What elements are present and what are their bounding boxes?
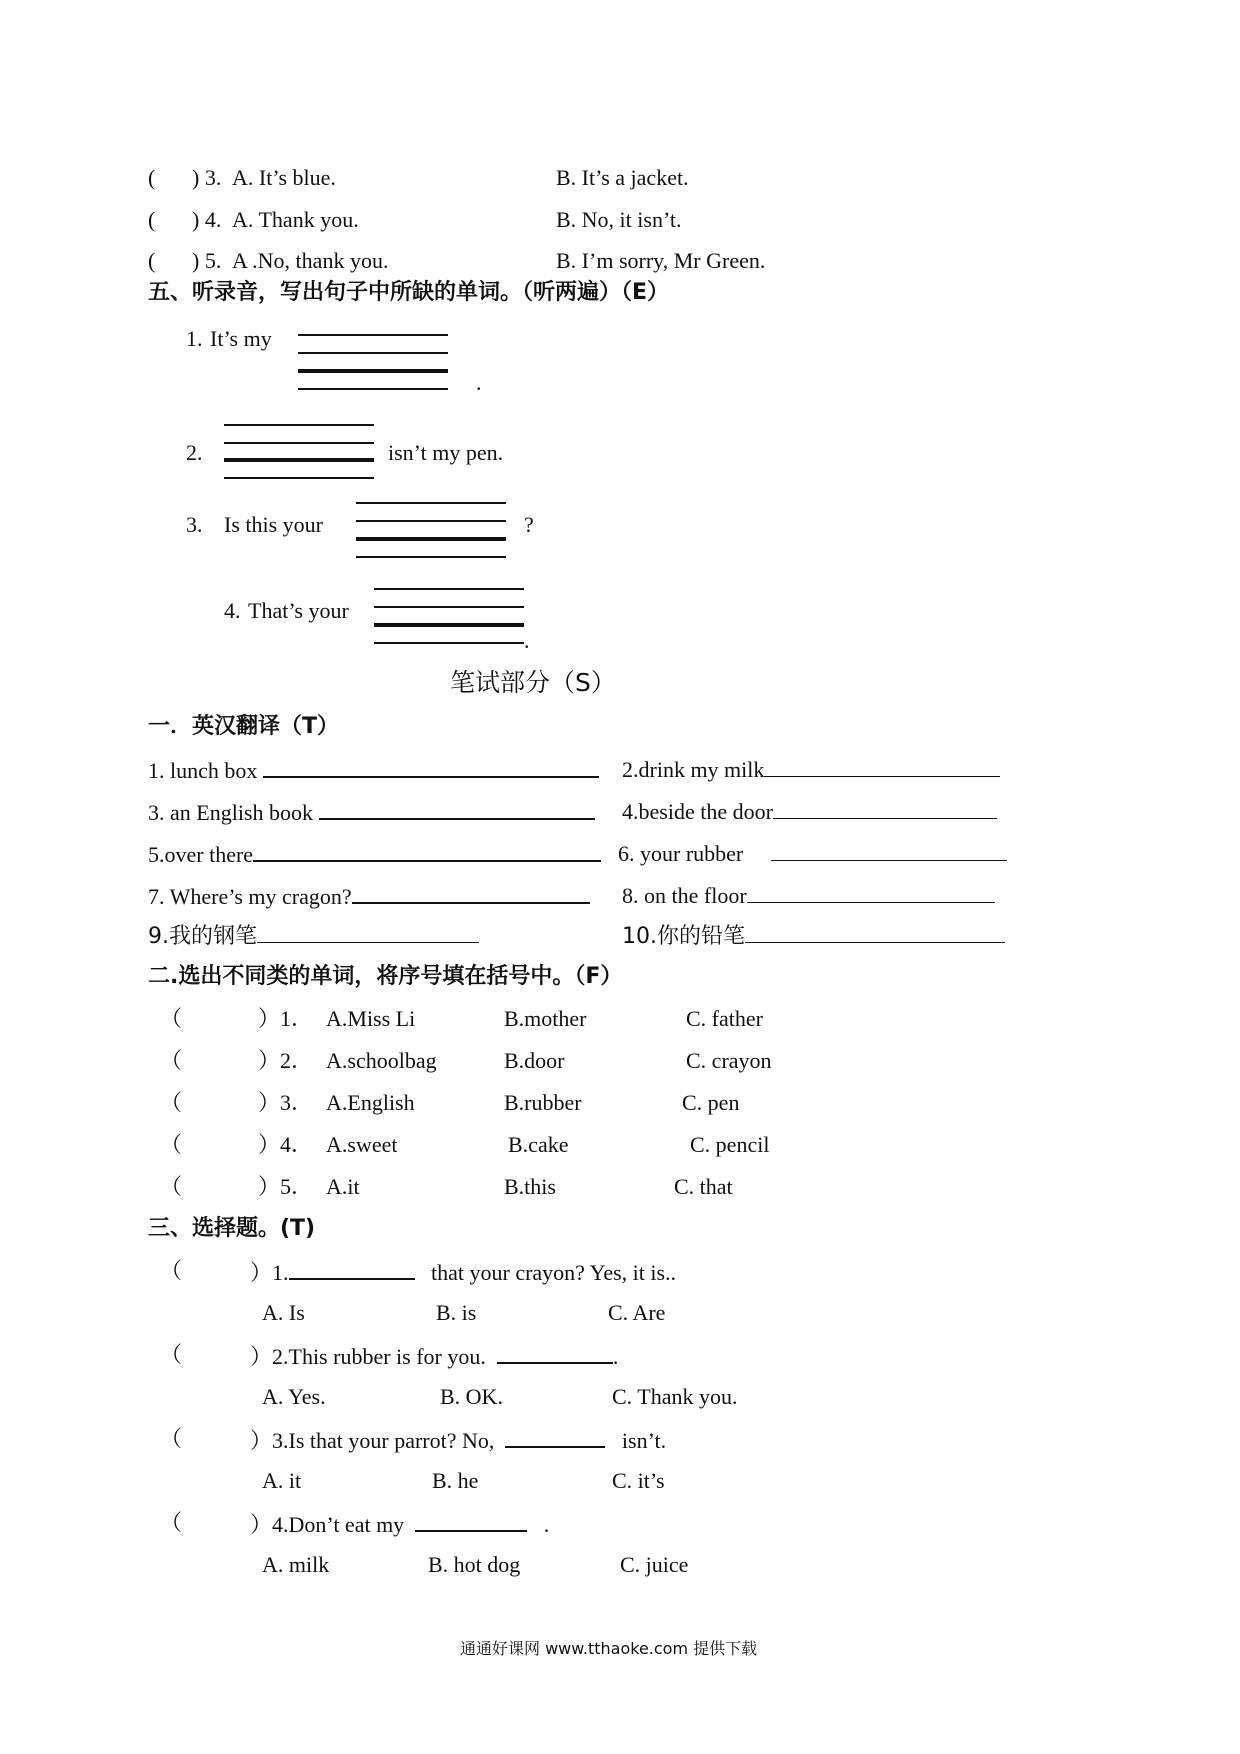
question-stem: ）3.Is that your parrot? No, isn’t. xyxy=(250,1428,667,1453)
option-a: A. it xyxy=(262,1468,302,1493)
part2-title: 二.选出不同类的单词，将序号填在括号中。（F） xyxy=(148,964,623,989)
writing-line[interactable] xyxy=(374,642,524,644)
answer-blank[interactable] xyxy=(263,756,599,778)
answer-blank[interactable] xyxy=(415,1510,527,1532)
option-a: A.it xyxy=(326,1174,360,1199)
item-text: Is this your xyxy=(224,512,323,537)
option-b: B. he xyxy=(432,1468,479,1493)
answer-paren[interactable]: （ xyxy=(160,1510,183,1535)
footer-credit: 通通好课网 www.tthaoke.com 提供下载 xyxy=(460,1639,758,1658)
translation-item: 5.over there xyxy=(148,840,601,868)
writing-line[interactable] xyxy=(374,606,524,608)
translation-item: 9.我的钢笔 xyxy=(148,922,479,950)
item-number: 2. xyxy=(186,440,203,465)
option-a: A.Miss Li xyxy=(326,1006,416,1031)
option-a: A.English xyxy=(326,1090,415,1115)
answer-paren[interactable]: （ xyxy=(160,1006,183,1031)
answer-paren[interactable]: ( xyxy=(148,207,156,232)
option-a: A. Yes. xyxy=(262,1384,326,1409)
option-a: A.sweet xyxy=(326,1132,398,1157)
writing-line[interactable] xyxy=(374,588,524,590)
option-a: A. Thank you. xyxy=(232,207,359,232)
section5-title: 五、听录音，写出句子中所缺的单词。（听两遍）（E） xyxy=(148,280,670,305)
translation-item: 3. an English book xyxy=(148,798,595,826)
option-c: C. Are xyxy=(608,1300,666,1325)
answer-paren[interactable]: （ xyxy=(160,1048,183,1073)
writing-line[interactable] xyxy=(356,502,506,504)
translation-item: 7. Where’s my cragon? xyxy=(148,882,590,910)
option-b: B. It’s a jacket. xyxy=(556,165,689,190)
option-c: C. father xyxy=(686,1006,763,1031)
writing-line[interactable] xyxy=(298,369,448,373)
answer-blank[interactable] xyxy=(497,1342,613,1364)
option-c: C. Thank you. xyxy=(612,1384,738,1409)
item-text: isn’t my pen. xyxy=(388,440,504,465)
writing-line[interactable] xyxy=(298,352,448,354)
answer-paren[interactable]: （ xyxy=(160,1174,183,1199)
question-stem: ）2.This rubber is for you. . xyxy=(250,1344,619,1369)
item-end: ? xyxy=(524,512,534,537)
question-number: ）4． xyxy=(258,1132,314,1157)
answer-blank[interactable] xyxy=(289,1258,415,1280)
question-stem: ）1. that your crayon? Yes, it is.. xyxy=(250,1260,677,1285)
answer-blank[interactable] xyxy=(747,882,995,903)
option-a: A.schoolbag xyxy=(326,1048,437,1073)
answer-paren[interactable]: ( xyxy=(148,165,156,190)
option-a: A. It’s blue. xyxy=(232,165,336,190)
answer-blank[interactable] xyxy=(352,882,590,904)
answer-paren[interactable]: （ xyxy=(160,1132,183,1157)
answer-paren[interactable]: （ xyxy=(160,1426,183,1451)
option-b: B. No, it isn’t. xyxy=(556,207,682,232)
writing-line[interactable] xyxy=(224,424,374,426)
answer-paren[interactable]: （ xyxy=(160,1258,183,1283)
item-number: 3. xyxy=(186,512,203,537)
answer-blank[interactable] xyxy=(773,798,997,819)
question-number: ）5． xyxy=(258,1174,314,1199)
item-end: . xyxy=(524,628,530,653)
item-text: That’s your xyxy=(248,598,349,623)
question-number: ）1． xyxy=(258,1006,314,1031)
writing-line[interactable] xyxy=(356,537,506,541)
translation-item: 8. on the floor xyxy=(622,882,995,909)
answer-paren[interactable]: （ xyxy=(160,1342,183,1367)
translation-item: 10.你的铅笔 xyxy=(622,922,1005,950)
written-part-title: 笔试部分（S） xyxy=(450,668,616,697)
translation-item: 4.beside the door xyxy=(622,798,997,825)
option-b: B. hot dog xyxy=(428,1552,521,1577)
answer-blank[interactable] xyxy=(257,922,479,943)
answer-blank[interactable] xyxy=(745,922,1005,943)
option-c: C. pen xyxy=(682,1090,740,1115)
option-c: C. juice xyxy=(620,1552,689,1577)
question-stem: ）4.Don’t eat my . xyxy=(250,1512,550,1537)
question-number: ) 3. xyxy=(192,165,222,190)
option-a: A. milk xyxy=(262,1552,330,1577)
option-a: A. Is xyxy=(262,1300,305,1325)
writing-line[interactable] xyxy=(298,334,448,336)
answer-blank[interactable] xyxy=(253,840,601,862)
answer-blank[interactable] xyxy=(319,798,595,820)
option-b: B.rubber xyxy=(504,1090,582,1115)
option-b: B.mother xyxy=(504,1006,587,1031)
option-b: B.cake xyxy=(508,1132,569,1157)
writing-line[interactable] xyxy=(298,388,448,390)
answer-blank[interactable] xyxy=(764,756,1000,777)
part3-title: 三、选择题。(T) xyxy=(148,1216,316,1241)
writing-line[interactable] xyxy=(356,556,506,558)
writing-line[interactable] xyxy=(224,477,374,479)
translation-item: 1. lunch box xyxy=(148,756,599,784)
translation-item: 2.drink my milk xyxy=(622,756,1000,783)
option-c: C. that xyxy=(674,1174,733,1199)
writing-line[interactable] xyxy=(356,520,506,522)
question-number: ) 5. xyxy=(192,248,222,273)
part1-title: 一．英汉翻译（T） xyxy=(148,714,340,739)
option-c: C. pencil xyxy=(690,1132,770,1157)
option-c: C. it’s xyxy=(612,1468,665,1493)
question-number: ）2． xyxy=(258,1048,314,1073)
option-c: C. crayon xyxy=(686,1048,772,1073)
translation-item: 6. your rubber xyxy=(618,840,1007,867)
option-b: B.this xyxy=(504,1174,556,1199)
writing-line[interactable] xyxy=(224,442,374,444)
answer-blank[interactable] xyxy=(771,840,1007,861)
item-end: . xyxy=(476,370,482,395)
item-text: It’s my xyxy=(210,326,272,351)
answer-paren[interactable]: ( xyxy=(148,248,156,273)
option-b: B. I’m sorry, Mr Green. xyxy=(556,248,766,273)
option-a: A .No, thank you. xyxy=(232,248,389,273)
option-b: B. is xyxy=(436,1300,477,1325)
option-b: B. OK. xyxy=(440,1384,503,1409)
writing-line[interactable] xyxy=(374,623,524,627)
answer-paren[interactable]: （ xyxy=(160,1090,183,1115)
item-number: 4. xyxy=(224,598,241,623)
answer-blank[interactable] xyxy=(505,1426,605,1448)
question-number: ）3． xyxy=(258,1090,314,1115)
writing-line[interactable] xyxy=(224,458,374,462)
option-b: B.door xyxy=(504,1048,565,1073)
item-number: 1. xyxy=(186,326,203,351)
question-number: ) 4. xyxy=(192,207,222,232)
